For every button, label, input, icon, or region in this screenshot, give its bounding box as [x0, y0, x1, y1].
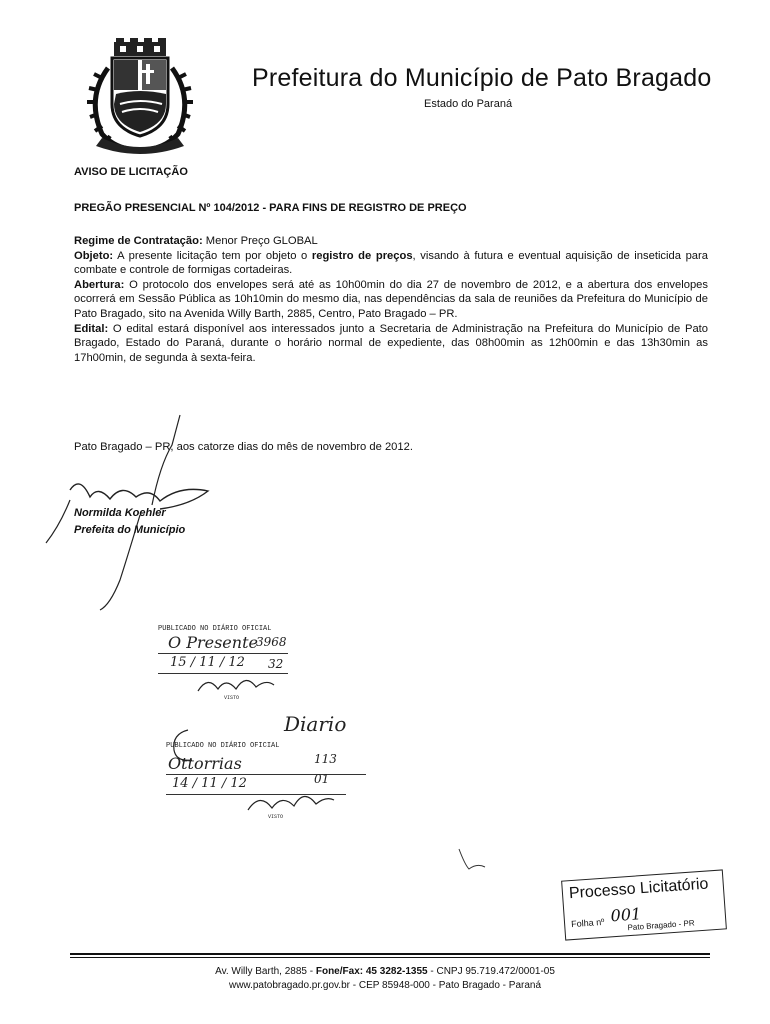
footer-contact: www.patobragado.pr.gov.br - CEP 85948-000 - Pato Bragado - Paraná — [228, 980, 542, 991]
stamp1-date: 15 / 11 / 12 — [170, 655, 245, 670]
notice-body — [74, 234, 708, 365]
edital-text: O edital estará disponível aos interessados junto a Secretaria de Administração na Prefeitura do Município de Pato Bragado, Estado do Paraná, durante o horário normal de expediente, das 08h00min as 12h00min e das 13h30min as 17h00min, de segunda à sexta-feira. — [74, 322, 708, 364]
objeto-text-2: , visando à futura e eventual aquisição de inseticida para combate e controle de formigas cortadeiras. — [74, 249, 708, 277]
notice-label: AVISO DE LICITAÇÃO — [74, 166, 188, 178]
stamp1-header: PUBLICADO NO DIÁRIO OFICIAL — [158, 625, 272, 633]
stamp2-handwriting-top: Diario — [284, 712, 347, 736]
process-stamp-title: Processo Licitatório — [568, 875, 709, 903]
stamp2-header: PUBLICADO NO DIÁRIO OFICIAL — [166, 742, 280, 750]
abertura-paragraph — [74, 278, 708, 322]
municipal-coat-of-arms — [72, 38, 210, 158]
stamp1-handwriting: O Presente — [168, 633, 258, 652]
notice-reference: PREGÃO PRESENCIAL Nº 104/2012 - PARA FINS DE REGISTRO DE PREÇO — [74, 202, 467, 214]
stamp2-page: 01 — [314, 772, 330, 786]
footer-cnpj: - CNPJ 95.719.472/0001-05 — [427, 966, 555, 977]
signatory-role: Prefeita do Município — [74, 524, 186, 536]
edital-label: Edital: — [74, 322, 109, 335]
edital-paragraph — [74, 322, 708, 366]
objeto-label: Objeto: — [74, 249, 114, 262]
footer-address — [0, 966, 770, 977]
stamp1-page: 32 — [268, 657, 284, 671]
stamp2-initials — [246, 786, 336, 816]
process-stamp-city: Pato Bragado - PR — [627, 918, 695, 933]
publication-stamp-2 — [158, 712, 388, 822]
process-stamp-folha-number: 001 — [610, 904, 642, 926]
stamp2-visto: VISTO — [268, 814, 284, 820]
stamp1-number: 3968 — [256, 635, 287, 649]
objeto-paragraph — [74, 249, 708, 278]
footer-phone: Fone/Fax: 45 3282-1355 — [315, 966, 428, 977]
process-stamp-folha-label: Folha nº — [570, 916, 605, 930]
regime-paragraph — [74, 234, 708, 249]
footer-rule-thin — [70, 957, 710, 958]
dateline: Pato Bragado – PR, aos catorze dias do mês de novembro de 2012. — [74, 441, 413, 453]
signatory-name: Normilda Koehler — [74, 507, 166, 519]
abertura-text: O protocolo dos envelopes será até as 10h00min do dia 27 de novembro de 2012, e a abertura dos envelopes ocorrerá em Sessão Pública as 10h10min do mesmo dia, nas dependências da sala de reuniões da Prefeitura do Município de Pato Bragado, sito na Avenida Willy Barth, 2885, Centro, Pato Bragado – PR. — [74, 278, 708, 320]
stamp2-number: 113 — [314, 752, 337, 766]
stray-pen-mark — [455, 845, 495, 875]
page-subtitle: Estado do Paraná — [424, 98, 513, 110]
process-stamp — [561, 869, 727, 940]
regime-text: Menor Preço GLOBAL — [202, 235, 318, 247]
footer-address-prefix: Av. Willy Barth, 2885 - — [215, 966, 316, 977]
abertura-label: Abertura: — [74, 278, 125, 291]
page-title: Prefeitura do Município de Pato Bragado — [252, 64, 712, 92]
stamp1-line — [158, 653, 288, 654]
objeto-text-1: A presente licitação tem por objeto o — [113, 249, 312, 262]
stamp1-visto: VISTO — [224, 695, 240, 701]
footer-rule — [70, 953, 710, 955]
stamp2-handwriting: Ottorrias — [168, 754, 242, 773]
objeto-bold: registro de preços — [311, 249, 413, 262]
publication-stamp-1 — [156, 625, 296, 705]
regime-label: Regime de Contratação: — [74, 235, 203, 247]
stamp2-line — [166, 774, 366, 775]
stamp2-date: 14 / 11 / 12 — [172, 776, 247, 791]
